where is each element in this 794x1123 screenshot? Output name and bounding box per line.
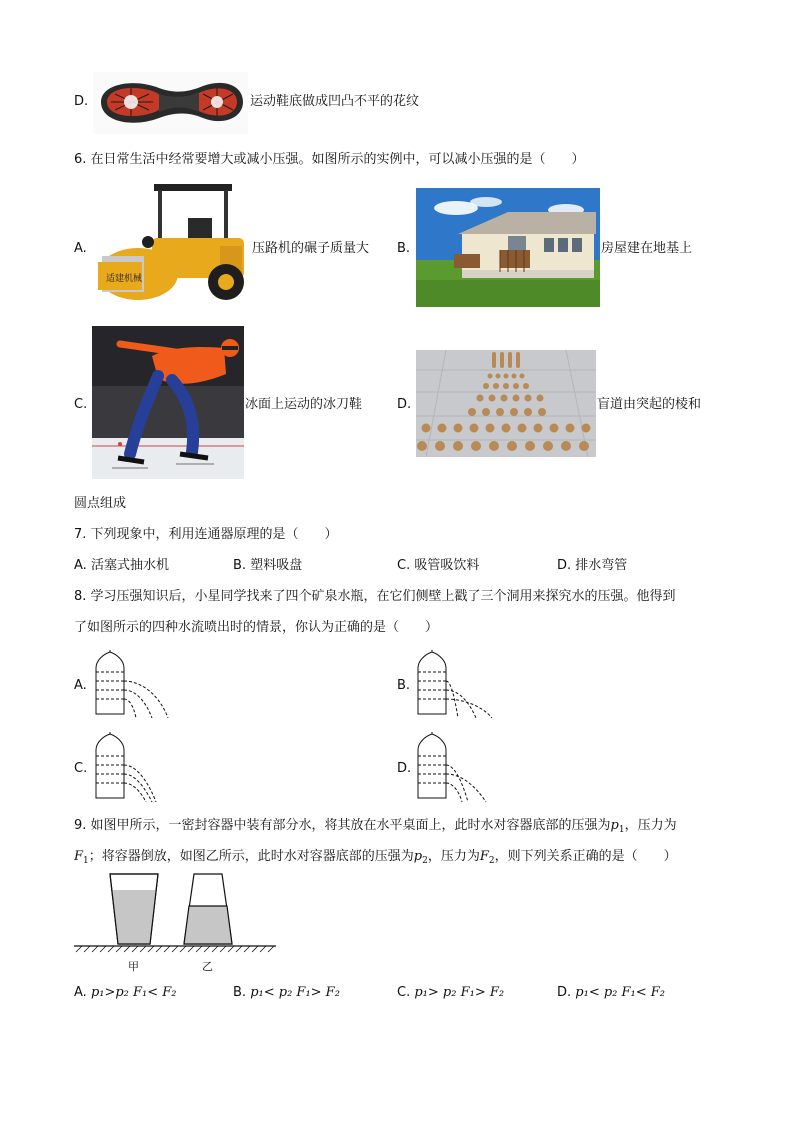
q6-stem: 6. 在日常生活中经常要增大或减小压强。如图所示的实例中，可以减小压强的是（ ）: [74, 152, 585, 167]
option-relation: p₁>p₂ F₁< F₂: [90, 985, 177, 1000]
option-relation: p₁< p₂ F₁> F₂: [250, 985, 340, 1000]
bottle-diagram-a: [92, 648, 172, 720]
q6-caption-continued: 圆点组成: [74, 496, 127, 511]
q6-option-c-letter: C.: [74, 397, 88, 412]
option-letter: C.: [397, 558, 411, 573]
house-on-foundation-image: [416, 188, 600, 307]
option-letter: A.: [74, 558, 87, 573]
option-relation: p₁> p₂ F₁> F₂: [414, 985, 505, 1000]
q9-line1-post: ，压力为: [624, 818, 677, 833]
q8-option-b-letter: B.: [397, 678, 411, 693]
q9-option-a: [74, 985, 177, 1001]
q5-option-d-caption: 运动鞋底做成凹凸不平的花纹: [250, 94, 420, 109]
bottle-diagram-c: [92, 730, 170, 804]
q9-line1-text: 9. 如图甲所示，一密封容器中装有部分水，将其放在水平桌面上，此时水对容器底部的压强为: [74, 818, 611, 833]
q6-option-d-letter: D.: [397, 397, 412, 412]
q9-line2-post: ，则下列关系正确的是（ ）: [494, 849, 677, 864]
option-letter: D.: [557, 985, 572, 1000]
q7-option-d: [557, 558, 627, 574]
q6-option-b-caption: 房屋建在地基上: [601, 241, 693, 256]
q8-option-c-letter: C.: [74, 761, 88, 776]
q7-option-c: [397, 558, 479, 574]
q9-p1: $p_1$: [610, 818, 625, 835]
shoe-sole-image: [93, 72, 248, 134]
option-letter: A.: [74, 985, 87, 1000]
q9-option-c: [397, 985, 504, 1001]
q7-stem: 7. 下列现象中，利用连通器原理的是（ ）: [74, 527, 338, 542]
q8-option-a-letter: A.: [74, 678, 87, 693]
q9-F2: $F_2$: [479, 849, 495, 866]
option-letter: D.: [557, 558, 572, 573]
option-letter: B.: [233, 558, 247, 573]
option-relation: p₁< p₂ F₁< F₂: [575, 985, 666, 1000]
q8-option-d-letter: D.: [397, 761, 412, 776]
q6-option-a-letter: A.: [74, 241, 87, 256]
speed-skater-image: [92, 326, 244, 479]
q6-option-b-letter: B.: [397, 241, 411, 256]
q9-option-b: [233, 985, 340, 1001]
bottle-diagram-d: [414, 730, 494, 804]
q7-option-a: [74, 558, 169, 574]
tactile-paving-image: [416, 350, 596, 457]
q9-stem-line1: [74, 818, 677, 838]
q8-stem-line2: 了如图所示的四种水流喷出时的情景，你认为正确的是（ ）: [74, 620, 439, 635]
option-text: 活塞式抽水机: [90, 558, 169, 573]
q8-stem-line1: 8. 学习压强知识后，小星同学找来了四个矿泉水瓶，在它们侧壁上戳了三个洞用来探究水的压强。他得到: [74, 589, 676, 604]
q6-option-d-caption: 盲道由突起的棱和: [597, 397, 702, 412]
option-text: 排水弯管: [575, 558, 628, 573]
q5-option-d-letter: D.: [74, 94, 89, 109]
q9-option-d: [557, 985, 665, 1001]
option-letter: B.: [233, 985, 247, 1000]
figure-label-yi: 乙: [202, 960, 213, 973]
q9-F1: $F_1$: [74, 849, 89, 866]
bottle-diagram-b: [414, 648, 496, 720]
roller-brand-text: 适建机械: [106, 274, 143, 284]
q9-p2: $p_2$: [413, 849, 428, 866]
option-text: 塑料吸盘: [250, 558, 303, 573]
q9-line2-text: ；将容器倒放，如图乙所示，此时水对容器底部的压强为: [88, 849, 414, 864]
road-roller-image: [92, 182, 250, 312]
q9-line2-mid: ，压力为: [427, 849, 480, 864]
q9-stem-line2: [74, 849, 677, 869]
q7-option-b: [233, 558, 302, 574]
container-diagram: [72, 870, 278, 980]
option-letter: C.: [397, 985, 411, 1000]
q6-option-c-caption: 冰面上运动的冰刀鞋: [245, 397, 363, 412]
option-text: 吸管吸饮料: [414, 558, 480, 573]
figure-label-jia: 甲: [128, 960, 139, 973]
q6-option-a-caption: 压路机的碾子质量大: [252, 241, 370, 256]
